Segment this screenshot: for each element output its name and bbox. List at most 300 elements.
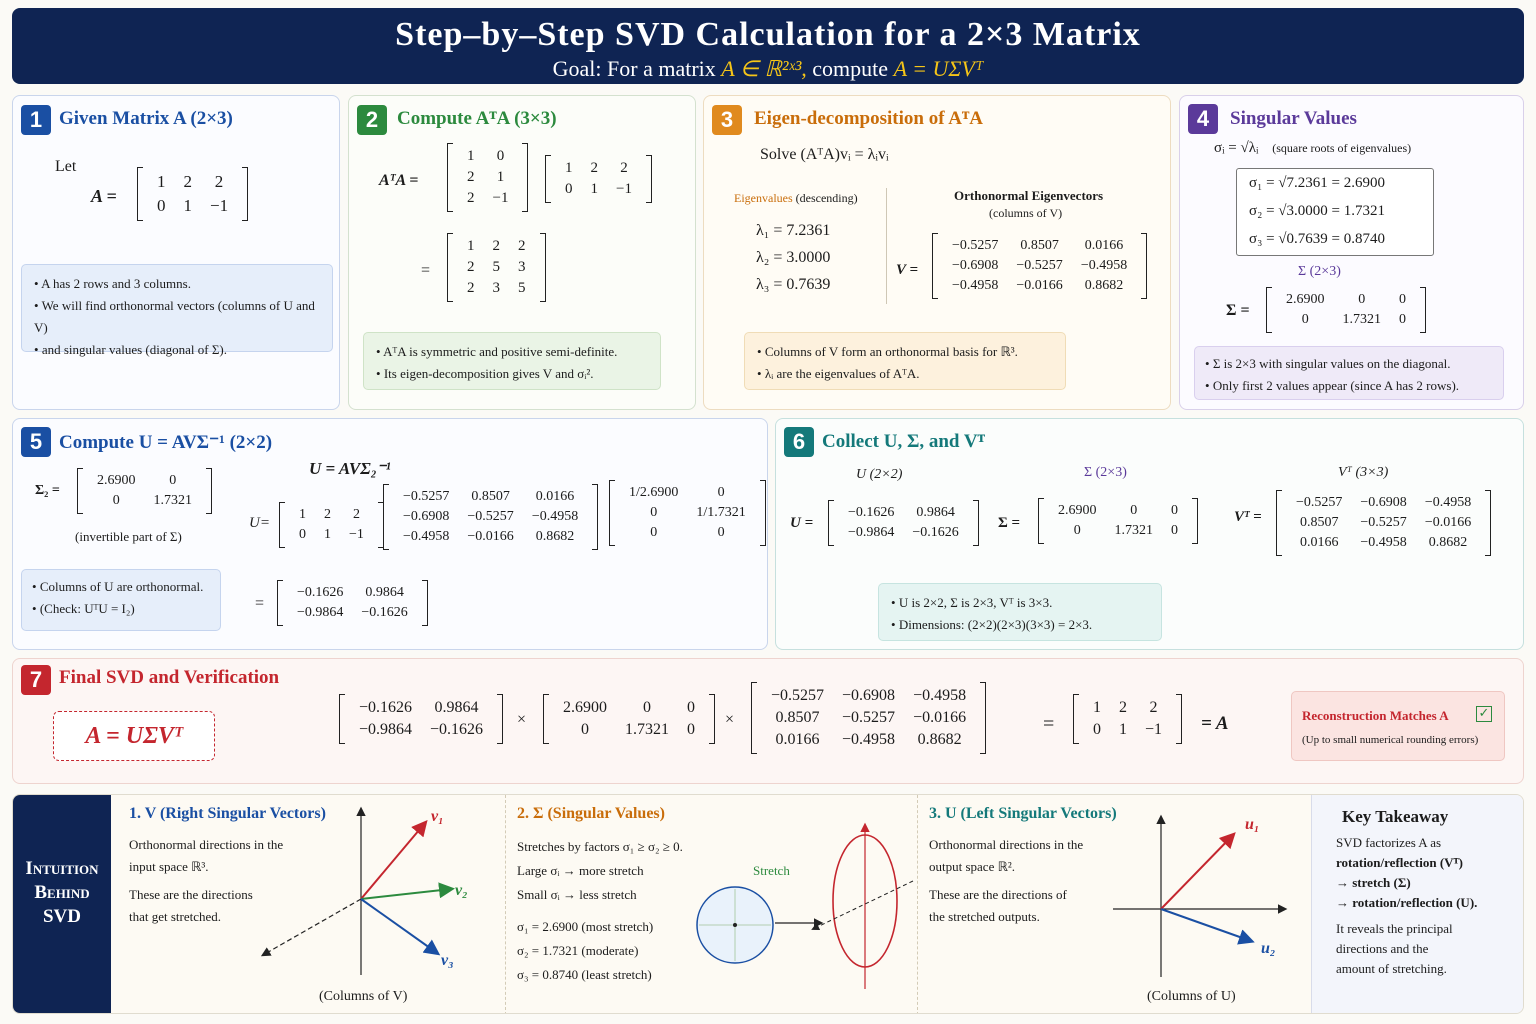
matrix-cell: −0.0166 [467, 529, 514, 544]
matrix-cell: −0.4958 [403, 529, 450, 544]
u2-label: u₂ [1261, 940, 1276, 957]
matrix-row [943, 236, 1136, 256]
sigma-formula-note: (square roots of eigenvalues) [1272, 141, 1412, 155]
matrix-a [545, 156, 652, 202]
matrix-row [1287, 513, 1480, 533]
matrix-cell: 0 [1130, 503, 1138, 518]
equals-sign: = [255, 595, 265, 612]
matrix-cell: −0.1626 [359, 699, 413, 716]
intuition-text: σ₃ = 0.8740 (least stretch) [517, 967, 652, 982]
matrix-cell: −0.1626 [912, 525, 959, 540]
note-item: • Its eigen-decomposition gives V and σᵢ². [376, 363, 648, 385]
matrix-cell: 1 [299, 507, 306, 522]
u-footnote: (Columns of U) [1147, 989, 1236, 1004]
matrix-sigma2-table [88, 471, 201, 511]
matrix-v [932, 234, 1147, 298]
matrix-row [458, 188, 517, 209]
matrix-cell: 2 [1149, 699, 1158, 716]
matrix-row [148, 194, 237, 218]
matrix-u [339, 695, 503, 743]
matrix-cell: −0.4958 [842, 731, 896, 748]
matrix-cell: −0.5257 [403, 489, 450, 504]
matrix-cell: 1 [1093, 699, 1101, 716]
matrix-cell: 1/1.7321 [696, 505, 746, 520]
matrix-cell: −0.4958 [1424, 495, 1472, 510]
sigma-formula [1214, 140, 1411, 157]
matrix-cell: −0.5257 [467, 509, 514, 524]
matrix-row [290, 525, 373, 545]
matrix-row [556, 179, 641, 200]
matrix-cell: 0 [717, 525, 725, 540]
matrix-cell: 0.8507 [775, 709, 820, 726]
matrix-ata-table [458, 236, 535, 299]
matrix-cell: 1.7321 [1114, 523, 1153, 538]
sidebar-line: Intuition [25, 858, 99, 879]
matrix-v-table [943, 236, 1136, 296]
takeaway-text: It reveals the principal [1336, 921, 1453, 936]
panel-eigendecomposition [703, 95, 1171, 410]
matrix-vt [751, 683, 986, 753]
matrix-cell: 2.6900 [563, 699, 607, 716]
matrix-row [1287, 493, 1480, 513]
matrix-cell: 0 [1073, 523, 1081, 538]
matrix-cell: −0.5257 [842, 709, 896, 726]
matrix-cell: 0 [687, 699, 695, 716]
takeaway-title: Key Takeaway [1342, 807, 1449, 826]
note-item: • Columns of U are orthonormal. [32, 576, 210, 598]
matrix-cell: 5 [492, 259, 500, 275]
checkmark-icon: ✓ [1476, 706, 1492, 722]
intuition-text: Small σᵢ → less stretch [517, 887, 637, 902]
v2-arrow [361, 889, 451, 899]
matrix-sigma2 [77, 469, 212, 513]
intuition-text: Orthonormal directions in the [929, 837, 1084, 852]
check-box [1291, 691, 1505, 761]
eigenvalue-2: λ₂ = 3.0000 [756, 249, 831, 266]
matrix-row [88, 491, 201, 511]
matrix-sigma [1038, 499, 1198, 543]
panel-compute-u [12, 418, 768, 650]
matrix-sigma [543, 695, 715, 743]
vt-equals: Vᵀ = [1234, 509, 1262, 525]
u-formula: U = AVΣ₂⁻¹ [309, 459, 391, 478]
matrix-cell: −0.9864 [848, 525, 895, 540]
sigma-equals: Σ = [998, 515, 1021, 531]
matrix-cell: 0.9864 [365, 585, 404, 600]
sigma-matrix-label: Σ (2×3) [1298, 264, 1341, 279]
matrix-cell: −0.5257 [1296, 495, 1343, 510]
stretch-diagram [689, 819, 921, 995]
matrix-row [288, 603, 417, 623]
matrix-cell: −0.1626 [361, 605, 408, 620]
matrix-cell: −0.1626 [848, 505, 895, 520]
intuition-text: σ₂ = 1.7321 (moderate) [517, 943, 639, 958]
eigenvalues-sub: (descending) [795, 191, 858, 205]
matrix-cell: 1.7321 [1342, 312, 1381, 327]
intuition-text: Orthonormal directions in the [129, 837, 284, 852]
matrix-cell: 3 [518, 259, 526, 275]
takeaway-text: → stretch (Σ) [1336, 875, 1411, 890]
intuition-text: Stretches by factors σ₁ ≥ σ₂ ≥ 0. [517, 839, 683, 854]
note-box [21, 569, 221, 631]
matrix-cell: 0 [1171, 523, 1178, 538]
p6-vt-table [1287, 493, 1480, 553]
matrix-row [88, 471, 201, 491]
matrix-cell: 0 [643, 699, 651, 716]
matrix-row [762, 685, 975, 707]
step-number: 7 [21, 665, 51, 695]
intuition-v-title: 1. V (Right Singular Vectors) [129, 805, 326, 822]
matrix-cell: −0.6908 [842, 687, 896, 704]
boxed-equation [53, 711, 215, 761]
panel-title: Given Matrix A (2×3) [59, 108, 233, 129]
matrix-cell: 2 [620, 160, 628, 176]
matrix-cell: 0 [1171, 503, 1178, 518]
matrix-cell: 0.8682 [1428, 535, 1468, 550]
note-list [32, 576, 210, 620]
circle-center [733, 923, 737, 927]
matrix-row [394, 527, 587, 547]
u2-arrow [1161, 909, 1251, 941]
takeaway-text: amount of stretching. [1336, 961, 1447, 976]
matrix-a [1073, 695, 1182, 743]
column-divider [505, 795, 506, 1014]
sigma2-note: (invertible part of Σ) [75, 529, 182, 544]
step-number: 1 [21, 105, 51, 135]
intuition-sigma-title: 2. Σ (Singular Values) [517, 805, 665, 822]
matrix-cell: −0.0166 [1424, 515, 1472, 530]
matrix-row [350, 719, 492, 741]
note-box [878, 583, 1162, 641]
column-divider [917, 795, 918, 1014]
intuition-sidebar [13, 795, 111, 1014]
matrix-cell: 2 [492, 238, 500, 254]
matrix-cell: 2 [467, 280, 475, 296]
panel-compute-ata [348, 95, 696, 410]
eigenvectors-sub: (columns of V) [989, 206, 1063, 220]
matrix-cell: 0 [687, 721, 695, 738]
matrix-cell: −0.4958 [913, 687, 967, 704]
matrix-cell: −0.5257 [1016, 258, 1063, 273]
matrix-cell: 2 [352, 507, 360, 522]
note-box [1194, 346, 1504, 400]
matrix-cell: −1 [349, 527, 364, 542]
note-item: • Σ is 2×3 with singular values on the diagonal. [1205, 353, 1493, 375]
panel-title: Singular Values [1230, 108, 1357, 129]
matrix-cell: −0.5257 [771, 687, 825, 704]
header-banner [12, 8, 1524, 84]
p5-v-table [394, 487, 587, 547]
matrix-cell: −0.4958 [952, 278, 999, 293]
matrix-row [394, 487, 587, 507]
matrix-cell: 2 [1119, 699, 1127, 716]
matrix-cell: −0.5257 [952, 238, 999, 253]
matrix-cell: 1 [590, 181, 598, 197]
divider [886, 188, 887, 304]
times-sign: × [517, 711, 527, 728]
equals-sign: = [1043, 713, 1055, 735]
axis-diagonal [263, 899, 361, 955]
takeaway-text: rotation/reflection (Vᵀ) [1336, 855, 1463, 870]
check-sub: (Up to small numerical rounding errors) [1302, 734, 1479, 746]
matrix-cell: 0 [299, 527, 306, 542]
matrix-row [554, 697, 704, 719]
p5-inv-table [620, 483, 755, 543]
matrix-cell: 1.7321 [153, 493, 192, 508]
matrix-cell: −0.0166 [1016, 278, 1063, 293]
u1-label: u₁ [1245, 816, 1260, 833]
note-item: • Only first 2 values appear (since A has 2 rows). [1205, 375, 1493, 397]
panel-title: Collect U, Σ, and Vᵀ [822, 431, 985, 452]
matrix-cell: 0 [1399, 292, 1406, 307]
eigenvalues-label [734, 191, 858, 206]
matrix-cell: 0.0166 [1299, 535, 1339, 550]
step-number: 4 [1188, 104, 1218, 134]
panel-singular-values [1179, 95, 1524, 410]
matrix-cell: 0 [650, 525, 658, 540]
left-singular-vectors-diagram [1109, 813, 1289, 983]
matrix-cell: −0.4958 [1360, 535, 1407, 550]
takeaway-text: SVD factorizes A as [1336, 835, 1442, 850]
sigma-formula-eq: σᵢ = √λᵢ [1214, 140, 1259, 156]
goal-line [12, 56, 1524, 82]
step-number: 6 [784, 427, 814, 457]
matrix-cell: 0.0166 [1084, 238, 1124, 253]
matrix-row [762, 707, 975, 729]
matrix-row [1287, 533, 1480, 553]
v1-arrow [361, 823, 425, 899]
matrix-a [137, 168, 248, 220]
matrix-row [620, 523, 755, 543]
matrix-cell: −0.9864 [297, 605, 344, 620]
matrix-sigma-table [1277, 290, 1415, 330]
matrix-cell: 2 [518, 238, 526, 254]
step-number: 5 [21, 427, 51, 457]
matrix-cell: 2 [467, 190, 475, 206]
matrix-cell: 1 [183, 196, 192, 215]
matrix-cell: 0.8507 [1020, 238, 1059, 253]
matrix-cell: −0.5257 [1360, 515, 1407, 530]
takeaway-text: → rotation/reflection (U). [1336, 895, 1478, 910]
step-number: 3 [712, 105, 742, 135]
sigma-1: σ₁ = √7.2361 = 2.6900 [1249, 175, 1385, 191]
matrix-sigma [1266, 288, 1426, 332]
intuition-text: σ₁ = 2.6900 (most stretch) [517, 919, 654, 934]
note-list [757, 341, 1053, 385]
takeaway-text: directions and the [1336, 941, 1429, 956]
ata-equals: AᵀA = [379, 172, 419, 189]
matrix-row [350, 697, 492, 719]
note-item: • AᵀA is symmetric and positive semi-definite. [376, 341, 648, 363]
sigma-label: Σ (2×3) [1084, 465, 1127, 480]
matrix-cell: −0.4958 [1080, 258, 1128, 273]
let-label: Let [55, 158, 77, 175]
matrix-u [277, 581, 428, 625]
sigma-values-box [1236, 168, 1434, 256]
matrix-cell: 2 [467, 259, 475, 275]
panel-title: Compute U = AVΣ⁻¹ (2×2) [59, 432, 273, 453]
eigenvalue-1: λ₁ = 7.2361 [756, 222, 831, 239]
matrix-cell: 2 [183, 172, 192, 191]
matrix-cell: −0.9864 [359, 721, 413, 738]
matrix-cell: −1 [1145, 721, 1163, 738]
matrix-cell: 0.8682 [917, 731, 962, 748]
matrix-row [943, 276, 1136, 296]
p6-s-table [1049, 501, 1187, 541]
matrix-cell: −1 [616, 181, 632, 197]
a-equals: A = [91, 186, 117, 206]
matrix-cell: 0 [1301, 312, 1309, 327]
solve-equation: Solve (AᵀA)vᵢ = λᵢvᵢ [760, 146, 889, 163]
panel-collect [775, 418, 1524, 650]
matrix-at [447, 144, 528, 211]
matrix-cell: 0 [1093, 721, 1101, 738]
matrix-row [394, 507, 587, 527]
eigenvalue-3: λ₃ = 0.7639 [756, 276, 831, 293]
matrix-cell: −0.1626 [297, 585, 344, 600]
matrix-sigma2-inverse [609, 481, 766, 545]
panel-given-matrix [12, 95, 340, 410]
matrix-row [762, 729, 975, 751]
matrix-cell: 0.0166 [535, 489, 575, 504]
intuition-u-title: 3. U (Left Singular Vectors) [929, 805, 1117, 822]
matrix-row [1277, 290, 1415, 310]
v3-arrow [361, 899, 437, 953]
note-item: • U is 2×2, Σ is 2×3, Vᵀ is 3×3. [891, 592, 1149, 614]
p7-s-table [554, 697, 704, 741]
matrix-cell: 0 [717, 485, 725, 500]
matrix-cell: 2.6900 [1058, 503, 1097, 518]
intuition-section [12, 794, 1524, 1014]
p5-u-table [288, 583, 417, 623]
intuition-text: output space ℝ². [929, 859, 1016, 874]
matrix-cell: 0 [169, 473, 177, 488]
matrix-cell: 2 [214, 172, 224, 191]
check-label: Reconstruction Matches A [1302, 708, 1449, 723]
matrix-cell: 0 [157, 196, 166, 215]
p7-u-table [350, 697, 492, 741]
panel-title: Compute AᵀA (3×3) [397, 108, 557, 129]
matrix-cell: 0 [565, 181, 573, 197]
matrix-cell: −1 [492, 190, 509, 206]
p7-a-table [1084, 697, 1171, 741]
goal-matrix: A ∈ ℝ²ˣ³, [721, 56, 807, 81]
v3-label: v₃ [441, 952, 454, 969]
note-box [744, 332, 1066, 390]
intuition-text: Large σᵢ → more stretch [517, 863, 644, 878]
key-takeaway-box [1311, 795, 1524, 1014]
note-list [34, 273, 320, 361]
u-equals: U= [249, 515, 270, 531]
eigenvalues-title: Eigenvalues [734, 191, 793, 205]
matrix-cell: −0.1626 [430, 721, 484, 738]
ellipse-axis-minor [813, 881, 913, 929]
equals-a: = A [1201, 713, 1229, 734]
intuition-text: that get stretched. [129, 909, 222, 924]
matrix-cell: 1 [324, 527, 331, 542]
boxed-equation-text: A = UΣVᵀ [85, 723, 183, 749]
v1-label: v₁ [431, 808, 444, 825]
matrix-cell: 0 [1358, 292, 1366, 307]
note-box [21, 264, 333, 358]
sigma2-equals: Σ₂ = [35, 483, 60, 498]
matrix-cell: −0.6908 [952, 258, 999, 273]
u-equals: U = [790, 515, 814, 531]
right-singular-vectors-diagram [249, 803, 489, 983]
p6-u-table [839, 503, 968, 543]
matrix-cell: 0 [581, 721, 589, 738]
note-item: • λᵢ are the eigenvalues of AᵀA. [757, 363, 1053, 385]
note-item: • Dimensions: (2×2)(2×3)(3×3) = 2×3. [891, 614, 1149, 636]
matrix-cell: −1 [210, 196, 229, 215]
matrix-cell: 2.6900 [97, 473, 136, 488]
matrix-row [458, 257, 535, 278]
sigma-equals: Σ = [1226, 302, 1250, 319]
matrix-row [148, 170, 237, 194]
note-item: • We will find orthonormal vectors (columns of U and V) [34, 295, 320, 339]
matrix-v [383, 485, 598, 549]
intuition-text: These are the directions of [929, 887, 1067, 902]
matrix-cell: 2 [467, 169, 475, 185]
matrix-cell: 2 [590, 160, 598, 176]
matrix-cell: 3 [492, 280, 500, 296]
matrix-cell: 1 [467, 238, 475, 254]
matrix-a [279, 503, 384, 547]
note-item: • and singular values (diagonal of Σ). [34, 339, 320, 361]
goal-mid: compute [806, 56, 894, 81]
matrix-cell: 1 [467, 148, 475, 164]
matrix-cell: 1 [157, 172, 166, 191]
times-sign-2: × [725, 711, 735, 728]
panel-final-verification [12, 658, 1524, 784]
matrix-row [458, 278, 535, 299]
matrix-row [620, 503, 755, 523]
panel-title: Eigen-decomposition of AᵀA [754, 108, 983, 129]
intuition-text: input space ℝ³. [129, 859, 209, 874]
matrix-cell: 1 [565, 160, 573, 176]
matrix-row [458, 146, 517, 167]
matrix-cell: 1 [496, 169, 505, 185]
matrix-cell: 0.8682 [1084, 278, 1124, 293]
matrix-row [288, 583, 417, 603]
matrix-cell: 0 [496, 148, 505, 164]
matrix-cell: 0 [112, 493, 120, 508]
matrix-row [1049, 521, 1187, 541]
matrix-cell: 0.9864 [434, 699, 479, 716]
p5-a-table [290, 505, 373, 545]
matrix-cell: 0.9864 [916, 505, 955, 520]
matrix-row [458, 167, 517, 188]
v-equals: V = [896, 262, 919, 278]
note-item: • Columns of V form an orthonormal basis for ℝ³. [757, 341, 1053, 363]
matrix-cell: 5 [518, 280, 526, 296]
sidebar-line: Behind [34, 882, 90, 903]
u-label: U (2×2) [856, 467, 903, 482]
goal-equation: A = UΣVᵀ [893, 56, 984, 81]
u1-arrow [1161, 835, 1233, 909]
matrix-u [828, 501, 979, 545]
stretch-label: Stretch [753, 863, 790, 878]
intuition-text: These are the directions [129, 887, 253, 902]
matrix-cell: 0.8682 [535, 529, 575, 544]
matrix-cell: 1/2.6900 [629, 485, 679, 500]
matrix-row [554, 719, 704, 741]
matrix-cell: 1 [1119, 721, 1127, 738]
v2-label: v₂ [455, 882, 468, 899]
matrix-row [1049, 501, 1187, 521]
page-title: Step–by–Step SVD Calculation for a 2×3 Matrix [395, 16, 1141, 53]
panel-title: Final SVD and Verification [59, 667, 280, 688]
